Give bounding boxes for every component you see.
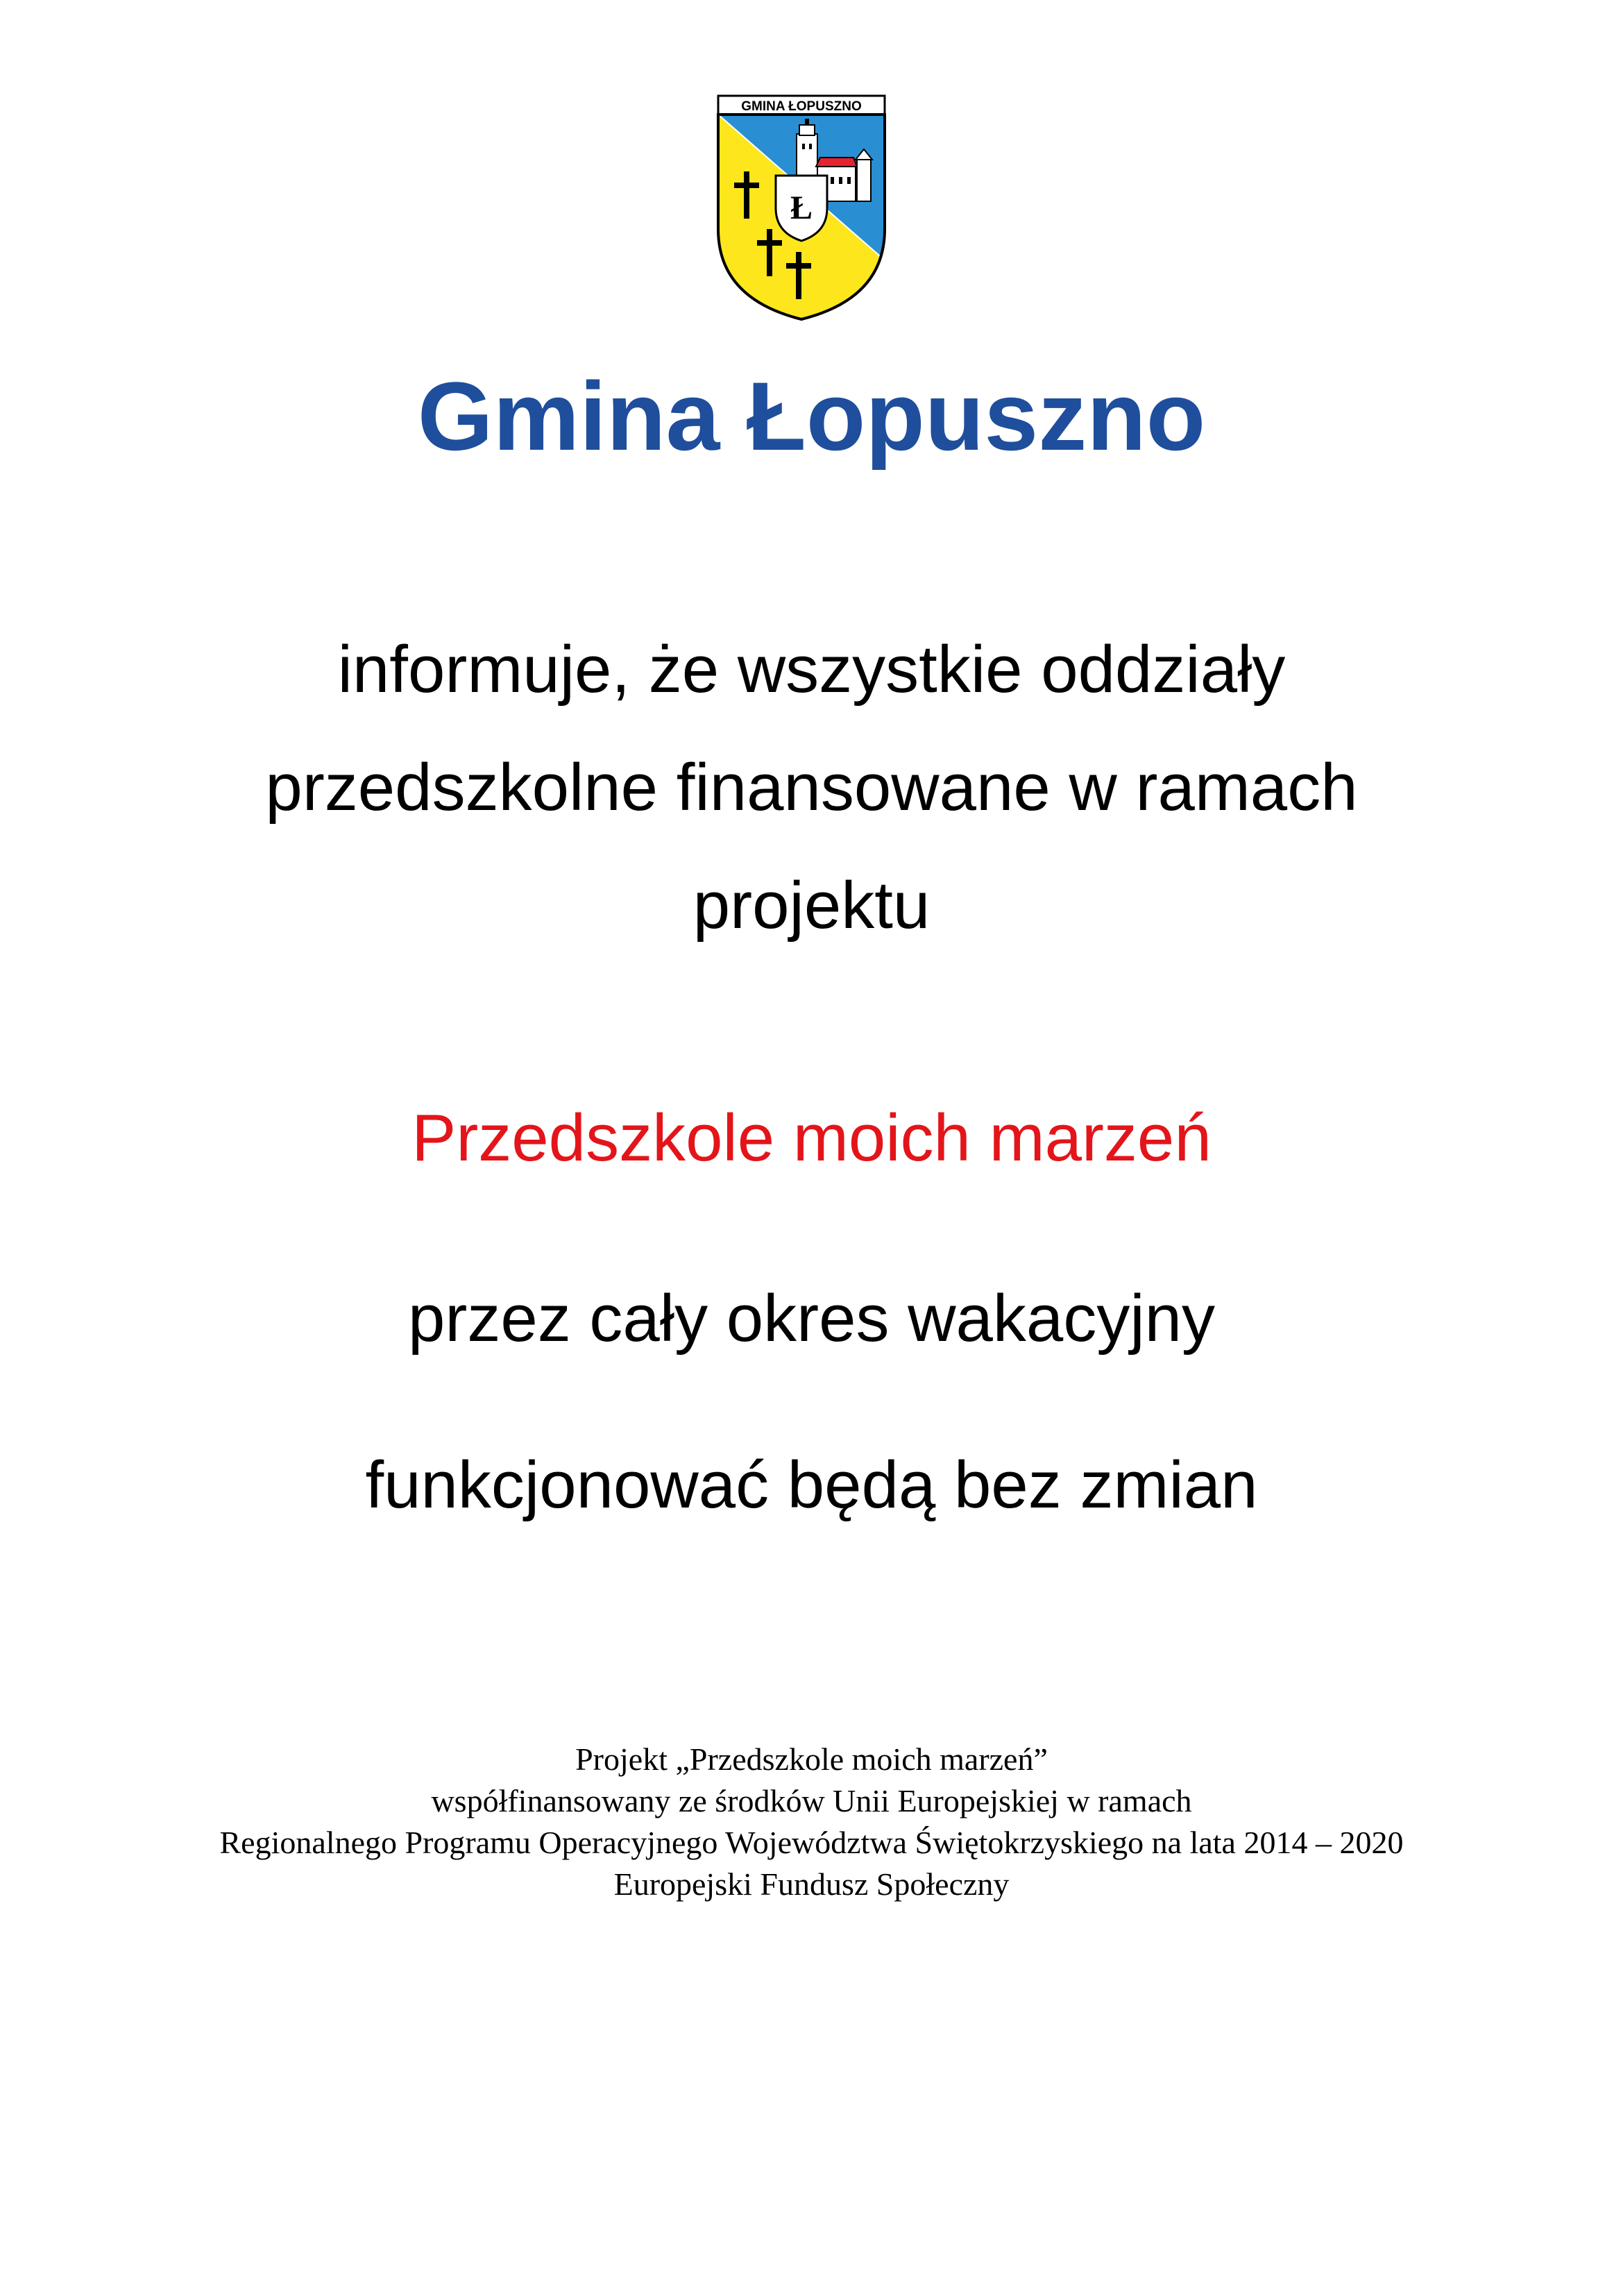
announcement-line: przedszkolne finansowane w ramach: [265, 750, 1358, 825]
footer-line: Regionalnego Programu Operacyjnego Województwa Świętokrzyskiego na lata 2014 – 2020: [219, 1825, 1404, 1860]
announcement-line: projektu: [692, 868, 931, 943]
closing-line: przez cały okres wakacyjny: [407, 1281, 1216, 1356]
crest-letter: Ł: [790, 189, 813, 226]
funding-footer: [0, 1739, 1623, 1905]
closing-line: funkcjonować będą bez zmian: [365, 1448, 1258, 1522]
announcement-line: informuje, że wszystkie oddziały: [337, 632, 1286, 707]
project-name: Przedszkole moich marzeń: [411, 1101, 1212, 1175]
page-title: Gmina Łopuszno: [417, 362, 1206, 471]
footer-line: Projekt „Przedszkole moich marzeń”: [575, 1741, 1048, 1777]
footer-line: Europejski Fundusz Społeczny: [613, 1866, 1010, 1902]
crest-logo: [715, 94, 888, 323]
footer-line: współfinansowany ze środków Unii Europejskiej w ramach: [431, 1783, 1192, 1818]
crest-banner-text: GMINA ŁOPUSZNO: [741, 99, 862, 114]
